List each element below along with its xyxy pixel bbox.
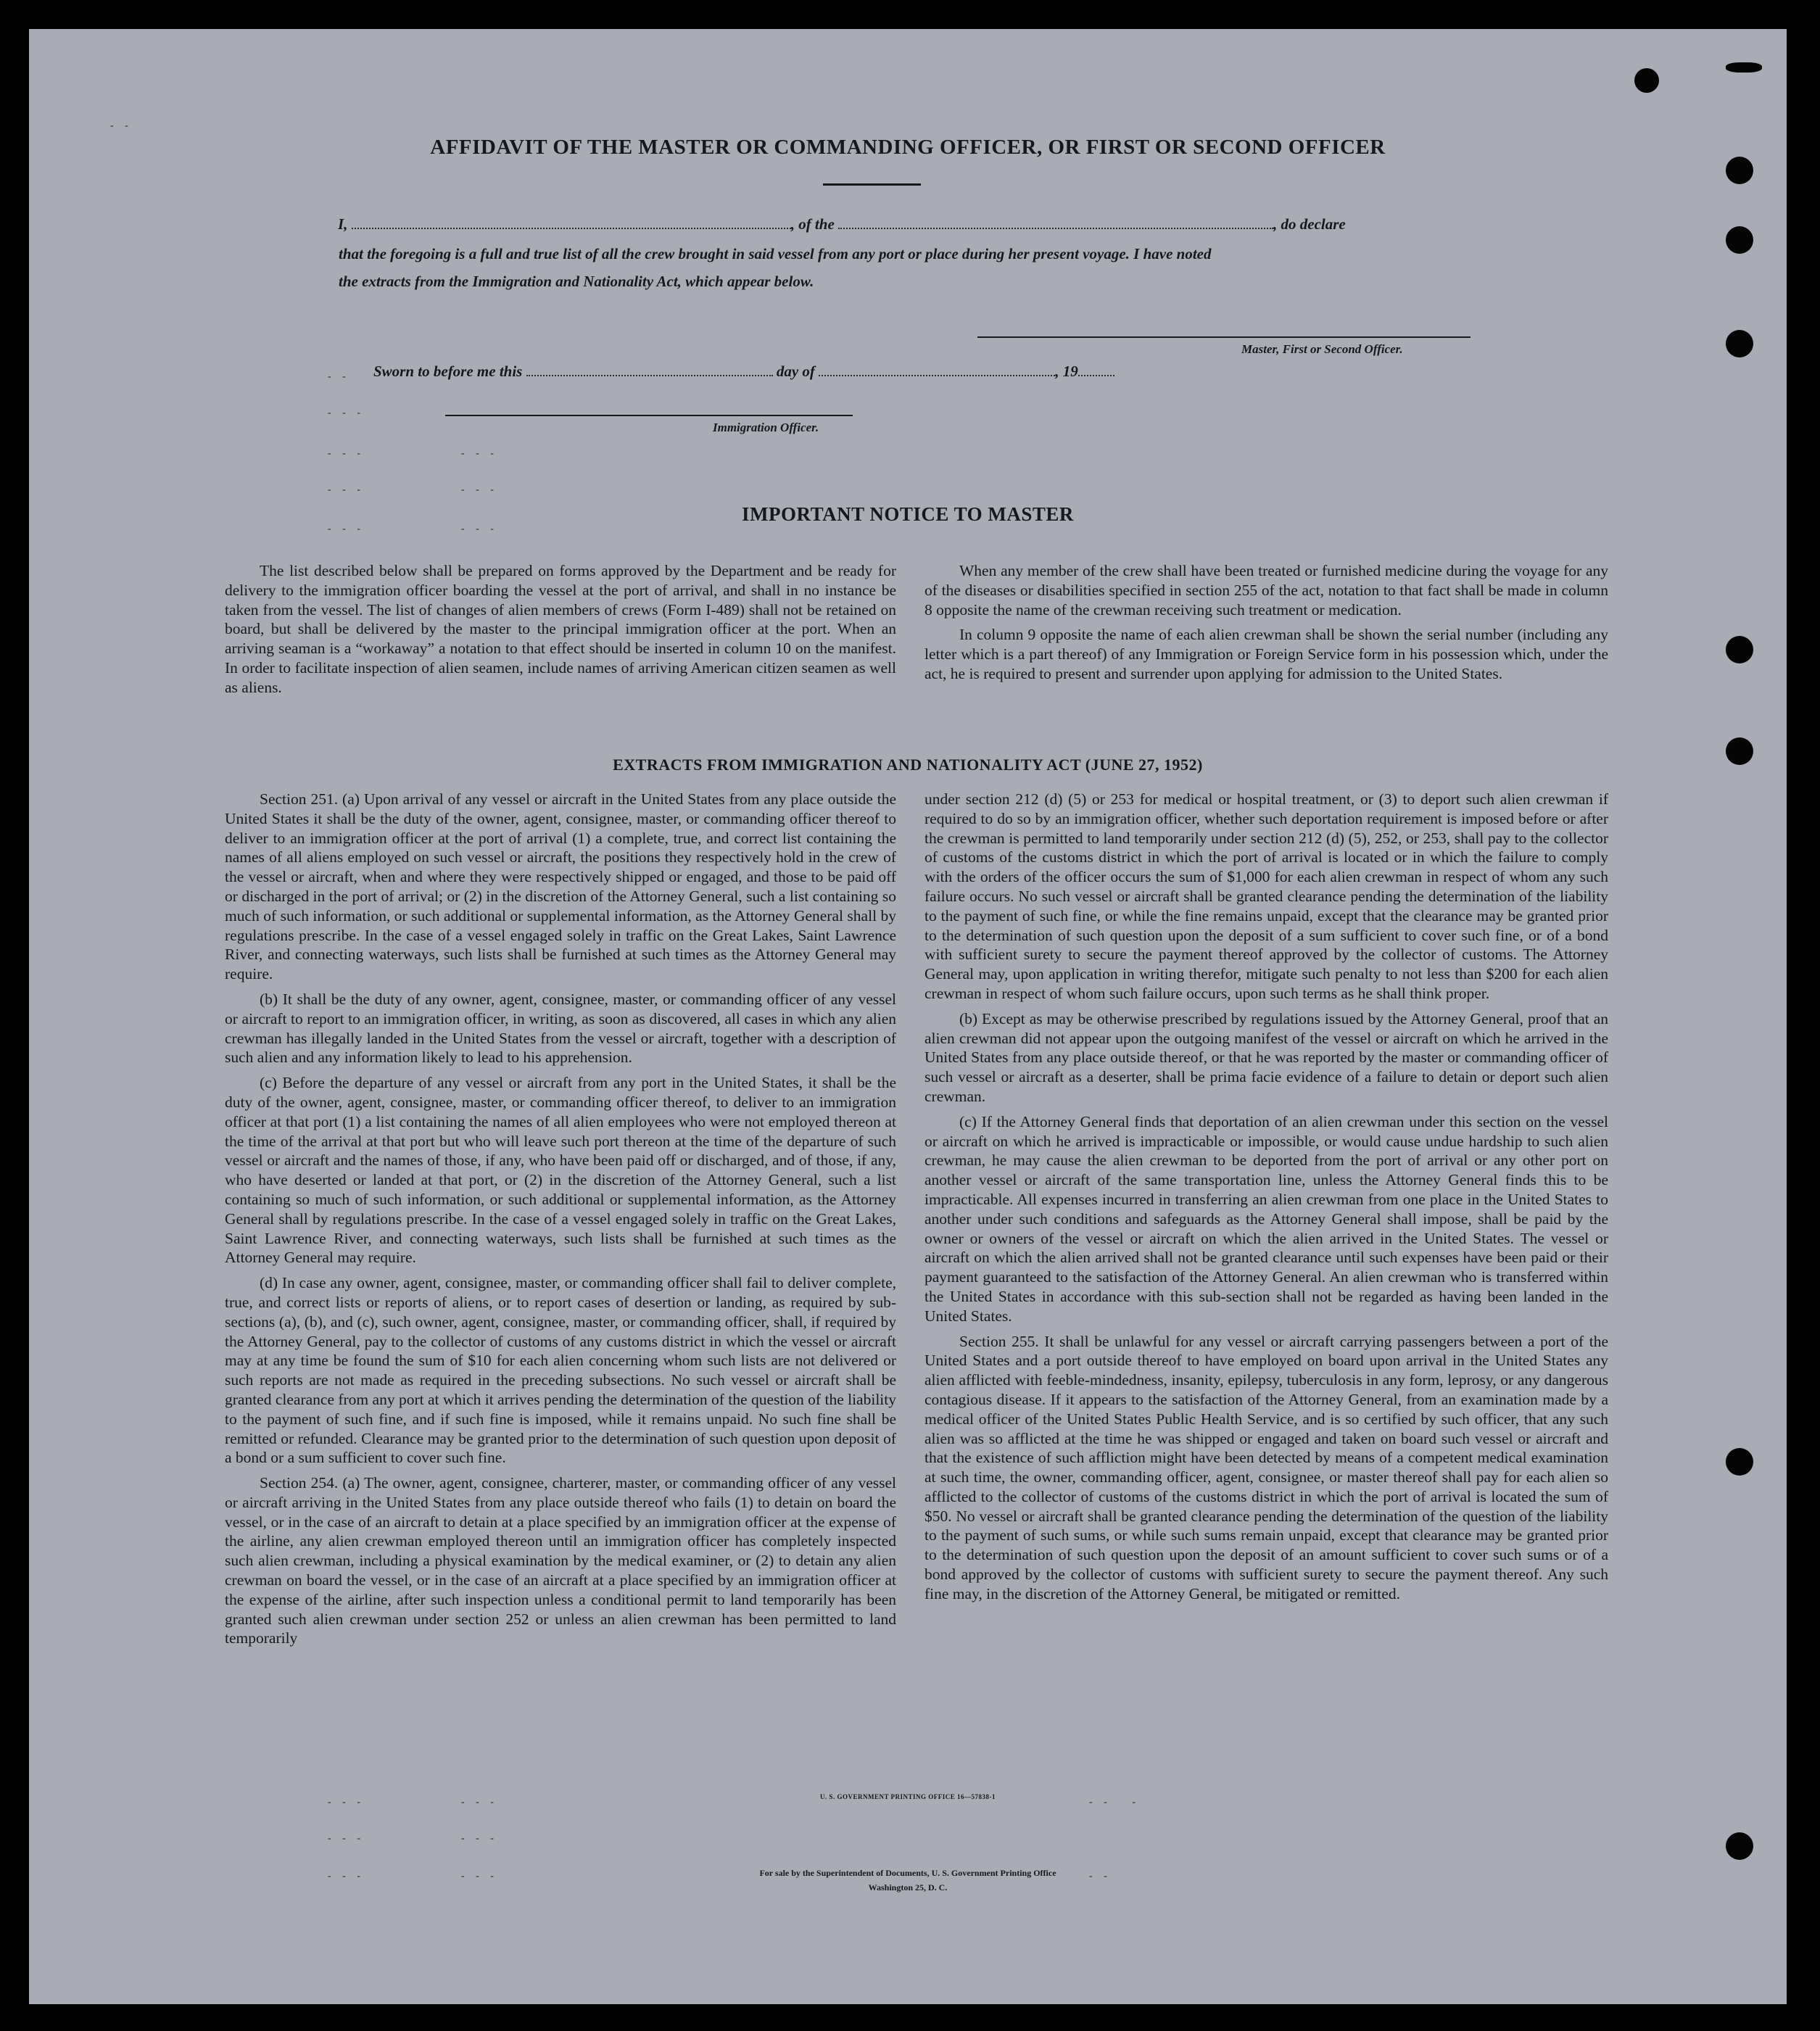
declaration-line-3: the extracts from the Immigration and Nationality Act, which appear below. bbox=[339, 273, 814, 290]
form-dash-mark: - - - - - - bbox=[328, 1797, 498, 1808]
form-dash-mark: - - - bbox=[328, 408, 365, 418]
notice-paragraph: When any member of the crew shall have been treated or furnished medicine during the voyage for any of the diseases or disabilities specified in section 255 of the act, notation to that fact shall be made in column 8 opposite the name of the crewman receiving such treatment or medication. bbox=[925, 562, 1608, 619]
punch-hole bbox=[1634, 68, 1659, 93]
extracts-right-column bbox=[925, 790, 1608, 1604]
month-prefix: day of bbox=[776, 363, 815, 380]
master-signature-label: Master, First or Second Officer. bbox=[1241, 342, 1403, 356]
printer-code: U. S. GOVERNMENT PRINTING OFFICE 16—57838-1 bbox=[819, 1793, 996, 1800]
title-underline bbox=[823, 183, 921, 186]
declarant-name-field[interactable] bbox=[352, 228, 791, 229]
sworn-day-field[interactable] bbox=[526, 375, 773, 376]
punch-hole bbox=[1726, 157, 1753, 184]
sworn-year-field[interactable] bbox=[1078, 375, 1114, 376]
sworn-line bbox=[373, 363, 1114, 381]
form-dash-mark: - - - - - - bbox=[328, 1871, 498, 1882]
notice-title: IMPORTANT NOTICE TO MASTER bbox=[742, 503, 1074, 525]
vessel-prefix: , of the bbox=[790, 215, 835, 233]
declaration-line-1 bbox=[338, 215, 1346, 233]
punch-hole bbox=[1726, 62, 1762, 73]
sworn-prefix: Sworn to before me this bbox=[373, 363, 523, 380]
master-signature-line bbox=[977, 336, 1471, 338]
declaration-line-2: that the foregoing is a full and true list of all the crew brought in said vessel from any port or place during her present voyage. I have noted bbox=[339, 245, 1212, 262]
officer-signature-label: Immigration Officer. bbox=[713, 421, 819, 434]
form-dash-mark: - - bbox=[328, 371, 350, 382]
extracts-left-column bbox=[225, 790, 896, 1648]
affidavit-title: AFFIDAVIT OF THE MASTER OR COMMANDING OFFICER, OR FIRST OR SECOND OFFICER bbox=[430, 136, 1386, 159]
declarant-prefix: I, bbox=[338, 215, 348, 233]
extracts-title: EXTRACTS FROM IMMIGRATION AND NATIONALITY ACT (JUNE 27, 1952) bbox=[613, 756, 1203, 774]
statute-paragraph: (b) It shall be the duty of any owner, agent, consignee, master, or commanding officer of any vessel or aircraft to report to an immigration officer, in writing, as soon as discovered, all cases in which any alien crewman has illegally landed in the United States from the vessel or aircraft, together with a description of such alien and any information likely to lead to his apprehension. bbox=[225, 990, 896, 1067]
notice-left-column bbox=[225, 561, 896, 698]
punch-hole bbox=[1726, 636, 1753, 663]
statute-paragraph: Section 251. (a) Upon arrival of any vessel or aircraft in the United States from any place outside the United States it shall be the duty of the owner, agent, consignee, master, or commanding officer thereof to deliver to an immigration officer at the port of arrival (1) a complete, true, and correct list containing the names of all aliens employed on such vessel or aircraft, the positions they respectively hold in the crew of the vessel or aircraft, when and where they were respectively shipped or engaged, and those to be paid off or discharged in the port of arrival; or (2) in the discretion of the Attorney General, such a list containing so much of such information, or such additional or supplemental information, as the Attorney General shall by regulations prescribe. In the case of a vessel engaged solely in traffic on the Great Lakes, Saint Lawrence River, and connecting waterways, such lists shall be furnished at such times as the Attorney General may require. bbox=[225, 790, 896, 983]
year-prefix: , 19 bbox=[1055, 363, 1078, 380]
form-dash-mark: - - - - - - bbox=[328, 448, 498, 459]
sale-notice-line-2: Washington 25, D. C. bbox=[868, 1882, 948, 1893]
form-dash-mark: - - bbox=[110, 120, 133, 131]
declare-suffix: , do declare bbox=[1273, 215, 1346, 233]
statute-paragraph: Section 255. It shall be unlawful for any vessel or aircraft carrying passengers between a port of the United States and a port outside thereof to have employed on board upon arrival in the United States any alien afflicted with feeble-mindedness, insanity, epilepsy, tuberculosis in any form, leprosy, or any dangerous contagious disease. If it appears to the satisfaction of the Attorney General, from an examination made by a medical officer of the United States Public Health Service, and is so certified by such officer, that any such alien was so afflicted at the time he was shipped or engaged and taken on board such vessel or aircraft and that the existence of such affliction might have been detected by means of a competent medical examination at such time, the owner, commanding officer, agent, consignee, or master thereof shall pay for each alien so afflicted to the collector of customs of the customs district in which the port of arrival is located the sum of $50. No vessel or aircraft shall be granted clearance pending the determination of the question of the liability to the payment of such sums, or while such sums remain unpaid, except that clearance may be granted prior to the determination of such question upon the deposit of an amount sufficient to cover such sums or of a bond approved by the collector of customs with sufficient surety to secure the payment thereof. Any such fine may, in the discretion of the Attorney General, be mitigated or remitted. bbox=[925, 1332, 1608, 1602]
document-page bbox=[29, 29, 1787, 2004]
statute-paragraph: (d) In case any owner, agent, consignee, master, or commanding officer shall fail to deliver complete, true, and correct lists or reports of aliens, or to report cases of desertion or landing, as required by sub-sections (a), (b), and (c), such owner, agent, consignee, master, or commanding officer, shall, if required by the Attorney General, pay to the collector of customs of any customs district in which the vessel or aircraft may at any time be found the sum of $10 for each alien concerning whom such lists are not delivered or such reports are not made as required in the preceding subsections. No such vessel or aircraft shall be granted clearance from any port at which it arrives pending the determination of the question of the liability to the payment of such fine, and if such fine is imposed, while it remains unpaid. No such fine shall be remitted or refunded. Clearance may be granted prior to the determination of such question upon deposit of a bond or a sum sufficient to cover such fine. bbox=[225, 1274, 896, 1467]
sworn-month-field[interactable] bbox=[819, 375, 1055, 376]
form-dash-mark: - - bbox=[1089, 1871, 1112, 1882]
form-dash-mark: - - - bbox=[1089, 1797, 1140, 1808]
statute-paragraph: Section 254. (a) The owner, agent, consignee, charterer, master, or commanding officer of any vessel or aircraft arriving in the United States from any place outside thereof who fails (1) to detain on board the vessel, or in the case of an aircraft to detain at a place specified by an immigration officer at the expense of the airline, any alien crewman employed thereon until an immigration officer has completely inspected such alien crewman, including a physical examination by the medical examiner, or (2) to detain any alien crewman on board the vessel, or in the case of an aircraft at a place specified by an immigration officer at the expense of the airline, after such inspection unless a conditional permit to land temporarily has been granted such alien crewman under section 252 or unless an alien crewman has been permitted to land temporarily bbox=[225, 1474, 896, 1647]
punch-hole bbox=[1726, 226, 1753, 254]
officer-signature-line bbox=[445, 415, 853, 416]
statute-paragraph: under section 212 (d) (5) or 253 for medical or hospital treatment, or (3) to deport such alien crewman if required to do so by an immigration officer, whether such deportation requirement is imposed before or after the crewman is permitted to land temporarily under section 212 (d) (5), 252, or 253, shall pay to the collector of customs of the customs district in which the port of arrival is located or in which the failure to comply with the orders of the officer occurs the sum of $1,000 for each alien crewman in respect of whom any such failure occurs. No such vessel or aircraft shall be granted clearance pending the determination of the liability to the payment of such fine, or while the fine remains unpaid, except that the clearance may be granted prior to the determination of such question upon the deposit of a sum sufficient to cover such fine, or of a bond with sufficient surety to secure the payment thereof approved by the collector of customs. The Attorney General may, upon application in writing therefor, mitigate such penalty to not less than $200 for each alien crewman in respect of whom such failure occurs, upon such terms as he shall think proper. bbox=[925, 790, 1608, 1002]
notice-paragraph: The list described below shall be prepared on forms approved by the Department and be ready for delivery to the immigration officer boarding the vessel at the port of arrival, and shall in no instance be taken from the vessel. The list of changes of alien members of crews (Form I-489) shall not be retained on board, but shall be delivered by the master to the principal immigration officer at the port. When an arriving seaman is a “workaway” a notation to that effect should be inserted in column 10 on the manifest. In order to facilitate inspection of alien seamen, include names of arriving American citizen seamen as well as aliens. bbox=[225, 562, 896, 696]
sale-notice-line-1: For sale by the Superintendent of Documents, U. S. Government Printing Office bbox=[759, 1868, 1056, 1878]
notice-right-column bbox=[925, 561, 1608, 684]
notice-paragraph: In column 9 opposite the name of each alien crewman shall be shown the serial number (including any letter which is a part thereof) of any Immigration or Foreign Service form in his possession which, under the act, he is required to present and surrender upon applying for admission to the United States. bbox=[925, 626, 1608, 682]
form-dash-mark: - - - - - - bbox=[328, 524, 498, 534]
punch-hole bbox=[1726, 1832, 1753, 1860]
form-dash-mark: - - - - - - bbox=[328, 484, 498, 495]
punch-hole bbox=[1726, 330, 1753, 357]
punch-hole bbox=[1726, 1448, 1753, 1476]
statute-paragraph: (c) If the Attorney General finds that deportation of an alien crewman under this section on the vessel or aircraft on which he arrived is impracticable or impossible, or would cause undue hardship to such alien crewman, he may cause the alien crewman to be deported from the port of arrival or any other port on another vessel or aircraft of the same transportation line, unless the Attorney General finds this to be impracticable. All expenses incurred in transferring an alien crewman from one place in the United States to another under such conditions and safeguards as the Attorney General shall impose, shall be paid by the owner or owners of the vessel or aircraft on which the alien arrived in the United States. The vessel or aircraft on which the alien arrived shall not be granted clearance until such expenses have been paid or their payment guaranteed to the satisfaction of the Attorney General. An alien crewman who is transferred within the United States in accordance with this sub-section shall not be regarded as having been landed in the United States. bbox=[925, 1112, 1608, 1325]
statute-paragraph: (b) Except as may be otherwise prescribed by regulations issued by the Attorney General, proof that an alien crewman did not appear upon the outgoing manifest of the vessel or aircraft on which he arrived in the United States from any place outside thereof, or that he was reported by the master or commanding officer of such vessel or aircraft as a deserter, shall be prima facie evidence of a failure to detain or deport such alien crewman. bbox=[925, 1009, 1608, 1105]
form-dash-mark: - - - - - - bbox=[328, 1833, 498, 1844]
statute-paragraph: (c) Before the departure of any vessel or aircraft from any port in the United States, it shall be the duty of the owner, agent, consignee, master, or commanding officer thereof, to deliver to an immigration officer at that port (1) a list containing the names of all alien employees who were not employed thereon at the time of the arrival at that port but who will leave such port thereon at the time of the departure of such vessel or aircraft and the names of those, if any, who have been paid off or discharged, and of those, if any, who have deserted or landed at that port, or (2) in the discretion of the Attorney General, such a list containing so much of such information, or such additional or supplemental information, as the Attorney General shall by regulations prescribe. In the case of a vessel engaged solely in traffic on the Great Lakes, Saint Lawrence River, and connecting waterways, such lists shall be furnished at such times as the Attorney General may require. bbox=[225, 1074, 896, 1267]
vessel-name-field[interactable] bbox=[838, 228, 1273, 229]
